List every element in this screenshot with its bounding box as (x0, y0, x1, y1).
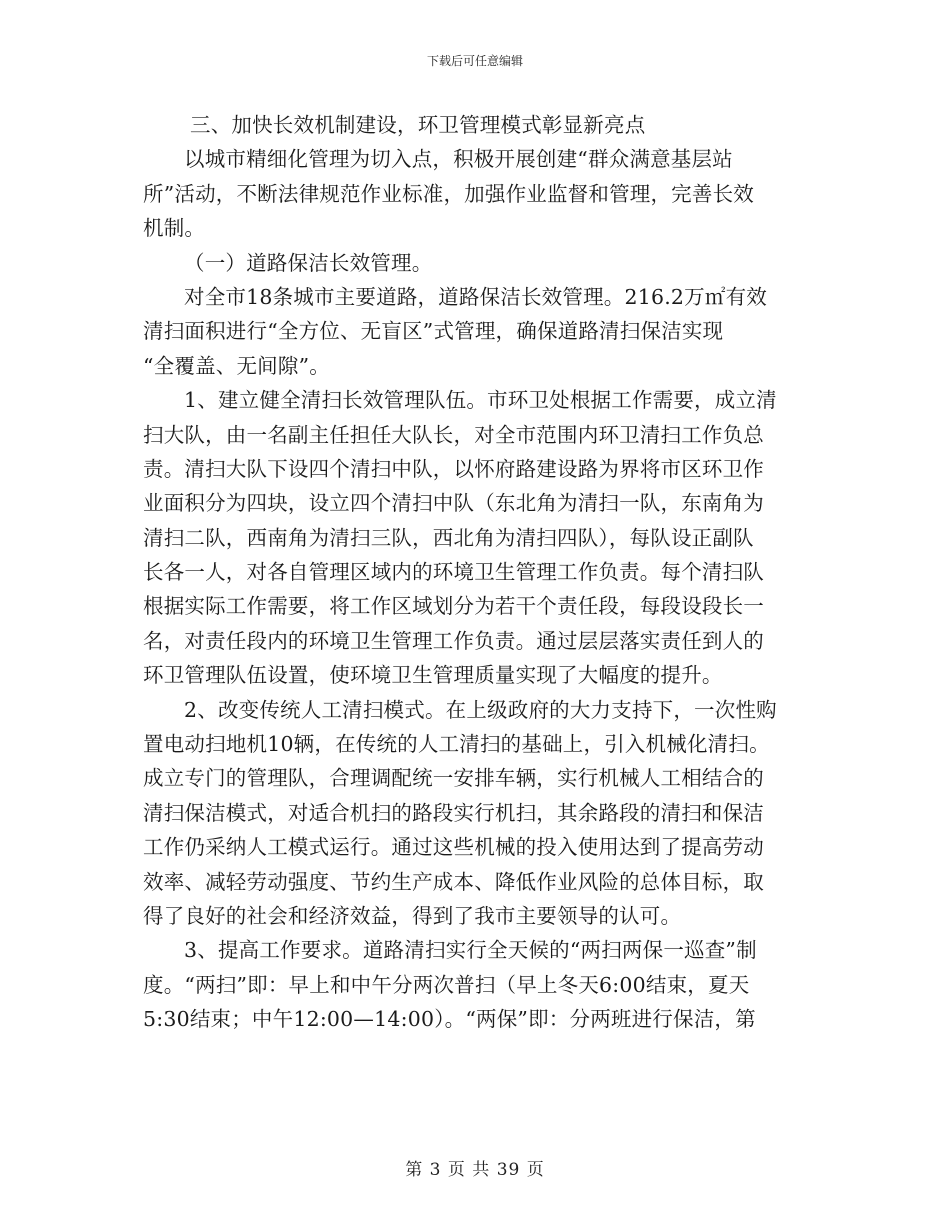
page-number: 第 3 页 共 39 页 (405, 1160, 545, 1180)
text-line: 置电动扫地机10辆，在传统的人工清扫的基础上，引入机械化清扫。 (143, 732, 770, 757)
text-line: 根据实际工作需要，将工作区域划分为若干个责任段，每段设段长一 (143, 594, 764, 619)
text-line: 机制。 (143, 216, 206, 241)
text-line: 效率、减轻劳动强度、节约生产成本、降低作业风险的总体目标，取 (143, 869, 764, 894)
text-line: 2、改变传统人工清扫模式。在上级政府的大力支持下，一次性购 (184, 697, 777, 722)
text-line: 长各一人，对各自管理区域内的环境卫生管理工作负责。每个清扫队 (143, 560, 764, 585)
page-header-note: 下载后可任意编辑 (426, 54, 523, 68)
text-line: 环卫管理队伍设置，使环境卫生管理质量实现了大幅度的提升。 (143, 663, 723, 688)
text-line: 度。“两扫”即：早上和中午分两次普扫（早上冬天6:00结束，夏天 (143, 972, 750, 997)
text-line: 所”活动，不断法律规范作业标准，加强作业监督和管理，完善长效 (143, 181, 754, 206)
document-body (143, 108, 811, 1037)
text-line: 责。清扫大队下设四个清扫中队，以怀府路建设路为界将市区环卫作 (143, 456, 764, 481)
text-line: 扫大队，由一名副主任担任大队长，对全市范围内环卫清扫工作负总 (143, 422, 764, 447)
text-line: 清扫面积进行“全方位、无盲区”式管理，确保道路清扫保洁实现 (143, 319, 724, 344)
text-line: 清扫二队，西南角为清扫三队，西北角为清扫四队），每队设正副队 (143, 525, 754, 550)
text-line: 清扫保洁模式，对适合机扫的路段实行机扫，其余路段的清扫和保洁 (143, 800, 764, 825)
text-line: 业面积分为四块，设立四个清扫中队（东北角为清扫一队，东南角为 (143, 491, 764, 516)
text-line: 名，对责任段内的环境卫生管理工作负责。通过层层落实责任到人的 (143, 628, 764, 653)
text-line: 工作仍采纳人工模式运行。通过这些机械的投入使用达到了提高劳动 (143, 835, 764, 860)
text-line: 5:30结束；中午12:00—14:00）。“两保”即：分两班进行保洁，第 (143, 1007, 756, 1032)
text-line: “全覆盖、无间隙”。 (143, 353, 330, 378)
text-line: 得了良好的社会和经济效益，得到了我市主要领导的认可。 (143, 903, 682, 928)
text-line: 对全市18条城市主要道路，道路保洁长效管理。216.2万㎡有效 (184, 284, 767, 309)
text-line: 以城市精细化管理为切入点，积极开展创建“群众满意基层站 (184, 147, 733, 172)
text-line: （一）道路保洁长效管理。 (184, 250, 433, 275)
text-line: 成立专门的管理队，合理调配统一安排车辆，实行机械人工相结合的 (143, 766, 764, 791)
text-line: 三、加快长效机制建设，环卫管理模式彰显新亮点 (190, 113, 646, 137)
text-line: 1、建立健全清扫长效管理队伍。市环卫处根据工作需要，成立清 (184, 388, 777, 413)
text-line: 3、提高工作要求。道路清扫实行全天候的“两扫两保一巡查”制 (184, 938, 757, 963)
